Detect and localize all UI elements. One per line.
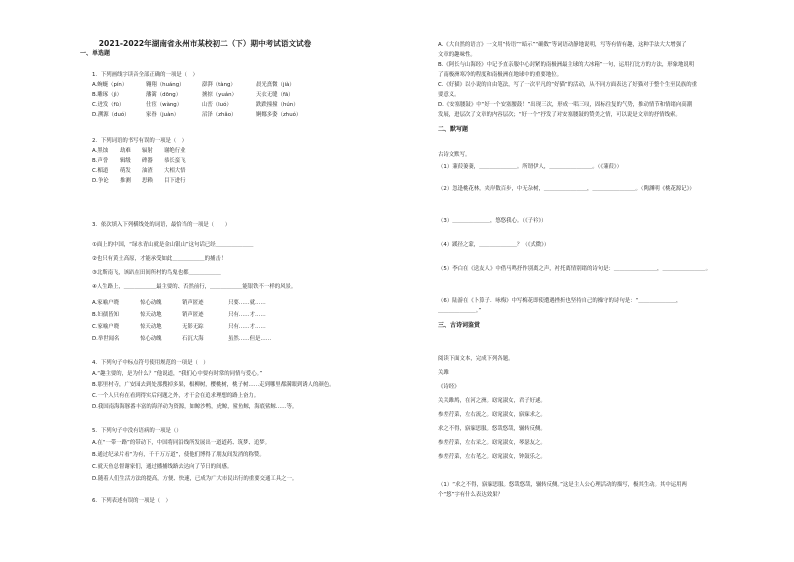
poem-line-2: 参差荇菜，左右流之。窈窕淑女，寤寐求之。 <box>438 412 546 418</box>
q6-option-a-line2: 文章的趣味性。 <box>438 52 476 58</box>
q6-option-d-line2: 发展，进层次了文章的内容层次；“好一个”抒发了对安塞腰鼓的赞美之情，可以说是文章的抒情线索。 <box>438 112 681 118</box>
q3-stem: 3．依次填入下列横线处的词语，最恰当的一项是（ ） <box>92 222 231 228</box>
q4-option-b[interactable]: B.那里村寺，广安园去到处那搜掉多果，根柳树，樱桃树，桃子树……走到哪里都满眼到诱人的颜色。 <box>92 382 335 388</box>
q7-item-2[interactable]: （2）忽逢桃花林，夹岸数百步，中无杂树，＿＿＿＿＿＿＿＿，＿＿＿＿＿＿＿＿。（陶渊明《桃花源记》） <box>438 186 695 192</box>
q7-item-3[interactable]: （3）＿＿＿＿＿＿＿，悠悠我心。（《子衿》） <box>438 218 547 224</box>
poem-source: 《诗经》 <box>438 384 460 390</box>
left-column: 2021-2022年湖南省永州市某校初二（下）期中考试语文试卷 一、单选题 1．下列画线字读音全部正确的一项是（ ） A.蜿蜒（pín） 翱翔（huáng） 澎湃（tàng） 晨光熹微（jià） B.雕琢（jì） 藩篱（dōng） 掳掠（yuán） 天衣无缝（fā） C.迸发（fū） 仕宦（wàng） 山峦（luó） 跌跌撞撞（hún） D.溯源（duó） 家眷（juàn） 沼泽（zhǎo） 婀娜多姿（zhuó） 2．下列词语的书写有误的一项是（ ） A.黑蚀 劫难 辐射 谢绝行业 B.声誉 辑级 碑器 恭长蛮飞 C.楣道 萌发 油渣 大相大悟 D.争论 推测 思赖 目下进行 3．依次填入下列横线处的词语，最恰当的一项是（ ） ①面上的中国，“绿水青山就是金山银山”这句话已经＿＿＿＿＿＿＿ ②也只有黄土高原，才能承受如此＿＿＿＿＿＿的捕击！ ③北斯南飞，该趴在田间所村的鸟鬼也都＿＿＿＿＿＿ ④人生路上，＿＿＿＿＿＿最主要的、否然前行，＿＿＿＿＿＿能银铁不一样的风景。 A.家喻户晓 惊心动魄 销声匿迹 只要……就…… B.妇孺皆知 惊天动地 销声匿迹 只有……才…… C.家喻户晓 惊天动地 无影无踪 只有……才…… D.举世闻名 惊心动魄 石沉大海 虽然……但是…… 4．下列句子中标点符号使用规范的一项是（ ） A.“趣主要的，是为什么？”他说道，“我们心中要有时常的同情与爱心。” B.那里村寺，广安园去到处那搜掉多果，根柳树，樱桃树，桃子树……走到哪里都满眼到诱人的颜色。 C.一个人只有在看到得实后问题之外，才干会在追求理想的路上奋力。 D.我国南海海豚番丰富的海洋动为资源，如鲸沙鸭，虎鲸，鲨鱼鲸，海底鲨鲸……等。 5．下列句子中没有语病的一项是（） A.在“一带一路”的带动下，中国将同沿线所发展出一道道药、筑梦、追梦。 B.通过纪录片看“为有，千千万万道”，使他们博得了朋友间发消的称赞。 C.就天鱼总督谢家们，通过播捕线路去达向了节日的间感。 D.随着人们生活方法的提高，方便、快速，已成为广大市民出行的重要交通工具之一。 6．下列表述有误的一项是（ ） <box>0 0 410 562</box>
q4-option-a[interactable]: A.“趣主要的，是为什么？”他说道，“我们心中要有时常的同情与爱心。” <box>92 371 263 377</box>
q4-option-d[interactable]: D.我国南海海豚番丰富的海洋动为资源，如鲸沙鸭，虎鲸，鲨鱼鲸，海底鲨鲸……等。 <box>92 404 298 410</box>
q6-option-c-line2: 要意义。 <box>438 92 460 98</box>
q6-stem: 6．下列表述有误的一项是（ ） <box>92 498 171 504</box>
q4-stem: 4．下列句子中标点符号使用规范的一项是（ ） <box>92 360 209 366</box>
section-single-choice: 一、单选题 <box>80 50 111 57</box>
q7-item-5[interactable]: （5）李白在《送友人》中借马鸣抒作别离之声，衬托离情别绪的诗句是：＿＿＿＿＿＿＿＿，＿＿＿＿＿＿＿＿。 <box>438 266 711 272</box>
q6-option-a-line1[interactable]: A.《大自然的语言》一文用“传语”“暗示”“确数”等词语动静地说明，写等有情有趣，这种手法大大增强了 <box>438 42 687 48</box>
section-poetry-appreciation: 三、古诗词鉴赏 <box>438 322 481 329</box>
q3-sentence-4: ④人生路上，＿＿＿＿＿＿最主要的、否然前行，＿＿＿＿＿＿能银铁不一样的风景。 <box>92 284 297 290</box>
poem-line-4: 参差荇菜，左右采之。窈窕淑女，琴瑟友之。 <box>438 440 546 446</box>
q5-option-a[interactable]: A.在“一带一路”的带动下，中国将同沿线所发展出一道道药、筑梦、追梦。 <box>92 440 271 446</box>
q6-option-d-line1[interactable]: D.《安塞腰鼓》中“好一个安塞腰鼓！”出现三次，形成一唱三叹，固标往复的气势，推动情节和情绪向高潮 <box>438 102 693 108</box>
q5-option-d[interactable]: D.随着人们生活方法的提高，方便、快速，已成为广大市民出行的重要交通工具之一。 <box>92 476 298 482</box>
q8-question-line1: （1）“求之不得，寤寐思服。悠哉悠哉，辗转反侧。”这是主人公心理活动的描写，极其生动。其中运用两 <box>438 482 687 488</box>
q5-stem: 5．下列句子中没有语病的一项是（） <box>92 428 182 434</box>
q5-option-b[interactable]: B.通过纪录片看“为有，千千万万道”，使他们博得了朋友间发消的称赞。 <box>92 452 265 458</box>
q7-item-6-cont[interactable]: ＿＿＿＿＿＿＿。” <box>438 308 482 314</box>
q7-intro: 古诗文默写。 <box>438 152 471 158</box>
q6-option-b-line2: 了南极洲寒冷的程度和南极洲在地球中的重要地位。 <box>438 72 562 78</box>
q6-option-c-line1[interactable]: C.《好猫》以小说的自由笔法，写了一次平凡的“好猫”的活动，从不同方面表达了好猫对于整个生至民族的重 <box>438 82 698 88</box>
q7-item-4[interactable]: （4）蹊径之蒙，＿＿＿＿＿＿＿？（《式微》） <box>438 242 550 248</box>
q3-sentence-2: ②也只有黄土高原，才能承受如此＿＿＿＿＿＿的捕击！ <box>92 256 227 262</box>
section-dictation: 二、默写题 <box>438 126 469 133</box>
exam-title: 2021-2022年湖南省永州市某校初二（下）期中考试语文试卷 <box>98 39 312 48</box>
q8-question-line2: 个“悠”字有什么表达效果？ <box>438 492 503 498</box>
right-column <box>410 0 794 562</box>
poem-title: 关雎 <box>438 370 449 376</box>
q3-sentence-3: ③北斯南飞，该趴在田间所村的鸟鬼也都＿＿＿＿＿＿ <box>92 270 221 276</box>
q5-option-c[interactable]: C.就天鱼总督谢家们，通过播捕线路去达向了节日的间感。 <box>92 464 233 470</box>
q1-stem: 1．下列画线字读音全部正确的一项是（ ） <box>92 72 198 78</box>
q7-item-6[interactable]: （6）陆游在《卜算子．咏梅》中写梅花即使遭遇挫折也坚持自己的操守的诗句是：“＿＿＿＿＿＿＿， <box>438 298 682 304</box>
q2-stem: 2．下列词语的书写有误的一项是（ ） <box>92 138 188 144</box>
q7-item-1[interactable]: （1）蒹葭萋萋，＿＿＿＿＿＿＿。所谓伊人，＿＿＿＿＿＿＿＿。（《蒹葭》） <box>438 164 623 170</box>
q8-intro: 阅读下面文本，完成下列各题。 <box>438 356 514 362</box>
q4-option-c[interactable]: C.一个人只有在看到得实后问题之外，才干会在追求理想的路上奋力。 <box>92 393 260 399</box>
poem-line-3: 求之不得，寤寐思服。悠哉悠哉，辗转反侧。 <box>438 426 546 432</box>
q6-option-b-line1[interactable]: B.《阿长与山海经》中记予直亲服中心封紧的南极洲最主球的大冰箱”一句，运用打比方的方法，形象地说明 <box>438 62 695 68</box>
poem-line-5: 参差荇菜，左右芼之。窈窕淑女，钟鼓乐之。 <box>438 454 546 460</box>
q3-sentence-1: ①面上的中国，“绿水青山就是金山银山”这句话已经＿＿＿＿＿＿＿ <box>92 242 254 248</box>
poem-line-1: 关关雎鸠，在河之洲。窈窕淑女，君子好逑。 <box>438 398 546 404</box>
